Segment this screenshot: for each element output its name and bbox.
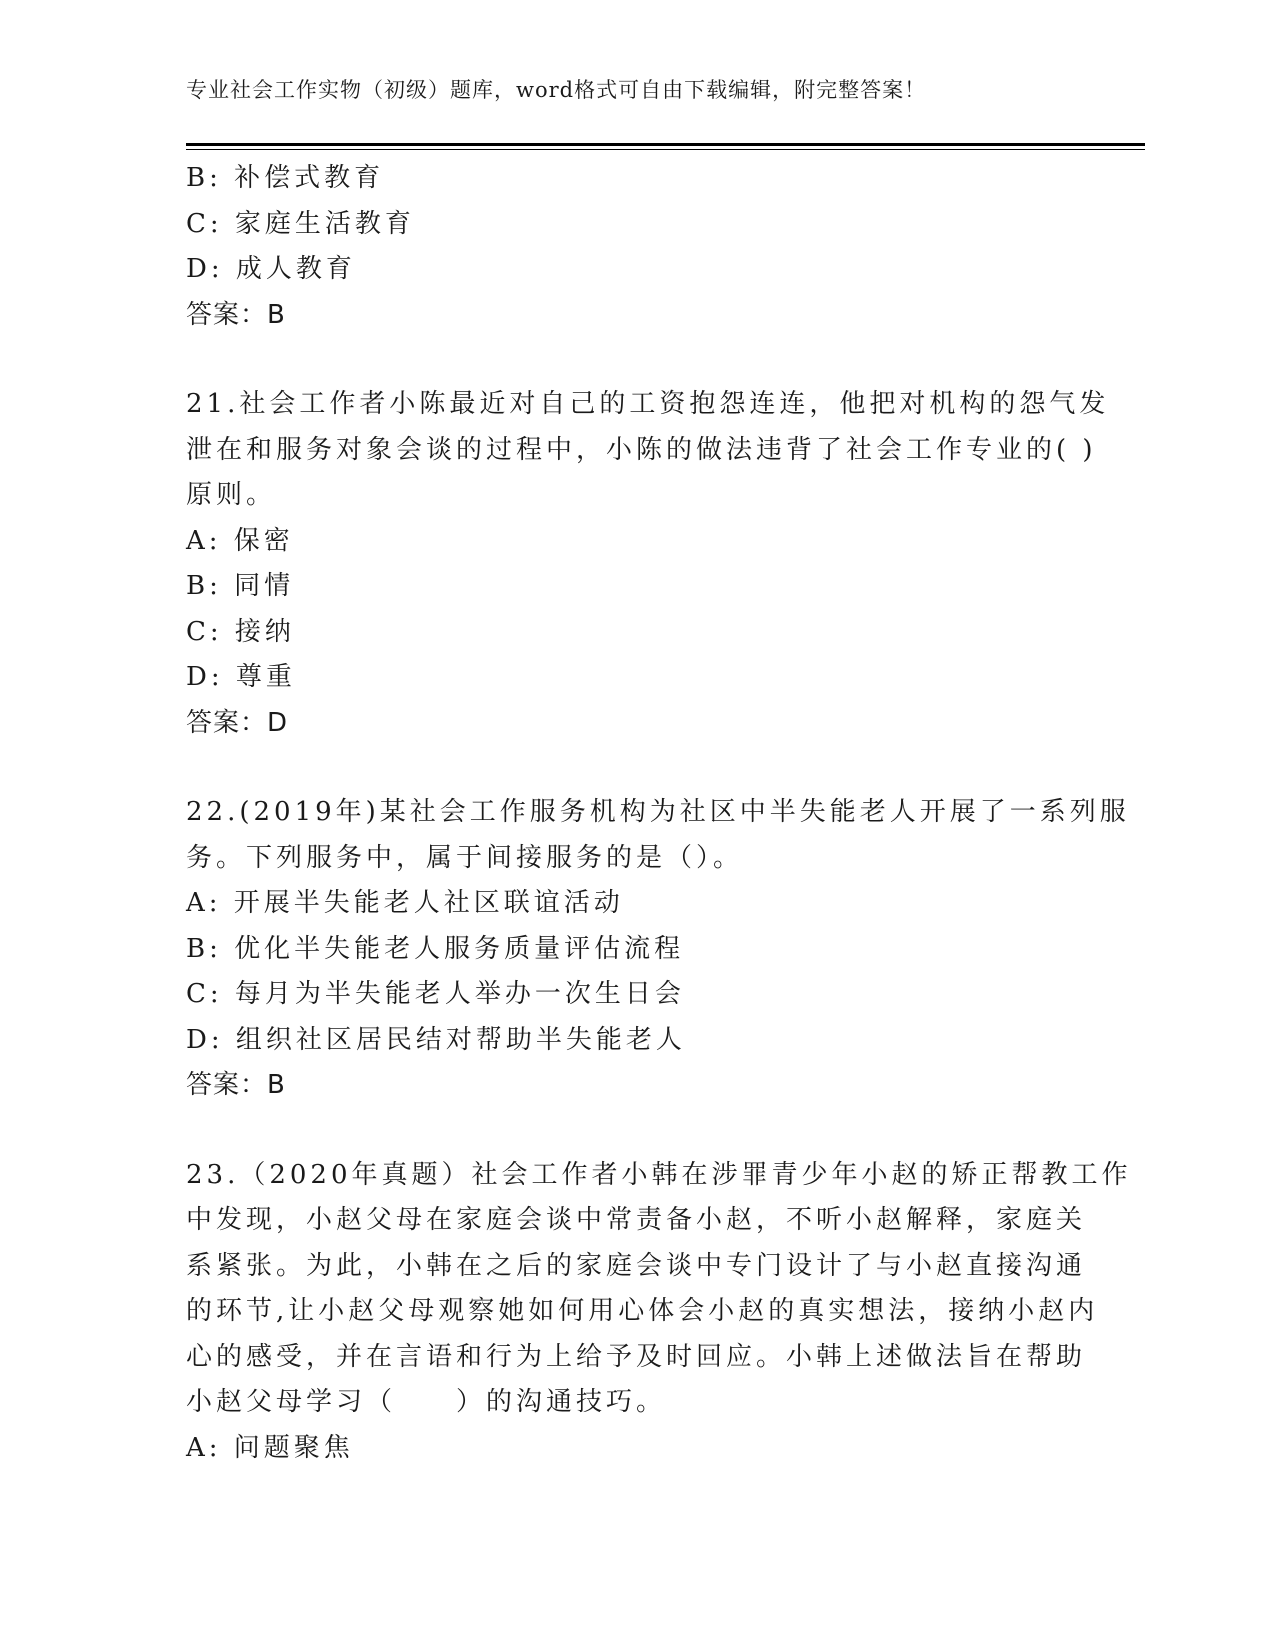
option-a: A: 开展半失能老人社区联谊活动 — [186, 888, 624, 918]
option-c: C: 每月为半失能老人举办一次生日会 — [186, 979, 685, 1009]
question-text-line: 23.（2020年真题）社会工作者小韩在涉罪青少年小赵的矫正帮教工作 — [186, 1159, 1132, 1190]
answer: 答案：D — [186, 707, 289, 738]
question-23 — [186, 1153, 1132, 1472]
question-text-line: 务。下列服务中，属于间接服务的是（）。 — [186, 842, 744, 873]
option-a: A: 保密 — [186, 525, 294, 556]
answer: 答案：B — [186, 1070, 286, 1100]
page-header: 专业社会工作实物（初级）题库，word格式可自由下载编辑，附完整答案！ — [186, 78, 927, 102]
question-text-line: 小赵父母学习（ ）的沟通技巧。 — [186, 1387, 667, 1417]
question-text-line: 心的感受，并在言语和行为上给予及时回应。小韩上述做法旨在帮助 — [186, 1341, 1087, 1372]
question-text-line: 21.社会工作者小陈最近对自己的工资抱怨连连，他把对机构的怨气发 — [186, 389, 1110, 419]
question-text-line: 原则。 — [186, 480, 277, 510]
header-rule-thick — [186, 143, 1145, 146]
option-b: B: 优化半失能老人服务质量评估流程 — [186, 933, 685, 964]
header-rule-thin — [186, 149, 1145, 150]
answer: 答案：B — [186, 299, 286, 330]
question-text-line: 泄在和服务对象会谈的过程中，小陈的做法违背了社会工作专业的( ) — [186, 434, 1097, 465]
question-text-line: 的环节,让小赵父母观察她如何用心体会小赵的真实想法，接纳小赵内 — [186, 1296, 1099, 1326]
option-d: D: 成人教育 — [186, 254, 356, 284]
question-20-tail — [186, 156, 1086, 338]
question-21 — [186, 382, 1110, 746]
document-body — [186, 156, 1132, 1471]
question-text-line: 22.(2019年)某社会工作服务机构为社区中半失能老人开展了一系列服 — [186, 797, 1130, 827]
question-text-line: 系紧张。为此，小韩在之后的家庭会谈中专门设计了与小赵直接沟通 — [186, 1250, 1087, 1281]
option-c: C: 接纳 — [186, 616, 295, 647]
option-c: C: 家庭生活教育 — [186, 208, 415, 239]
option-b: B: 同情 — [186, 571, 295, 601]
option-d: D: 尊重 — [186, 662, 296, 692]
option-b: B: 补偿式教育 — [186, 163, 385, 193]
option-a: A: 问题聚焦 — [186, 1432, 354, 1463]
question-22 — [186, 790, 1130, 1109]
option-d: D: 组织社区居民结对帮助半失能老人 — [186, 1024, 686, 1055]
question-text-line: 中发现，小赵父母在家庭会谈中常责备小赵，不听小赵解释，家庭关 — [186, 1205, 1087, 1235]
